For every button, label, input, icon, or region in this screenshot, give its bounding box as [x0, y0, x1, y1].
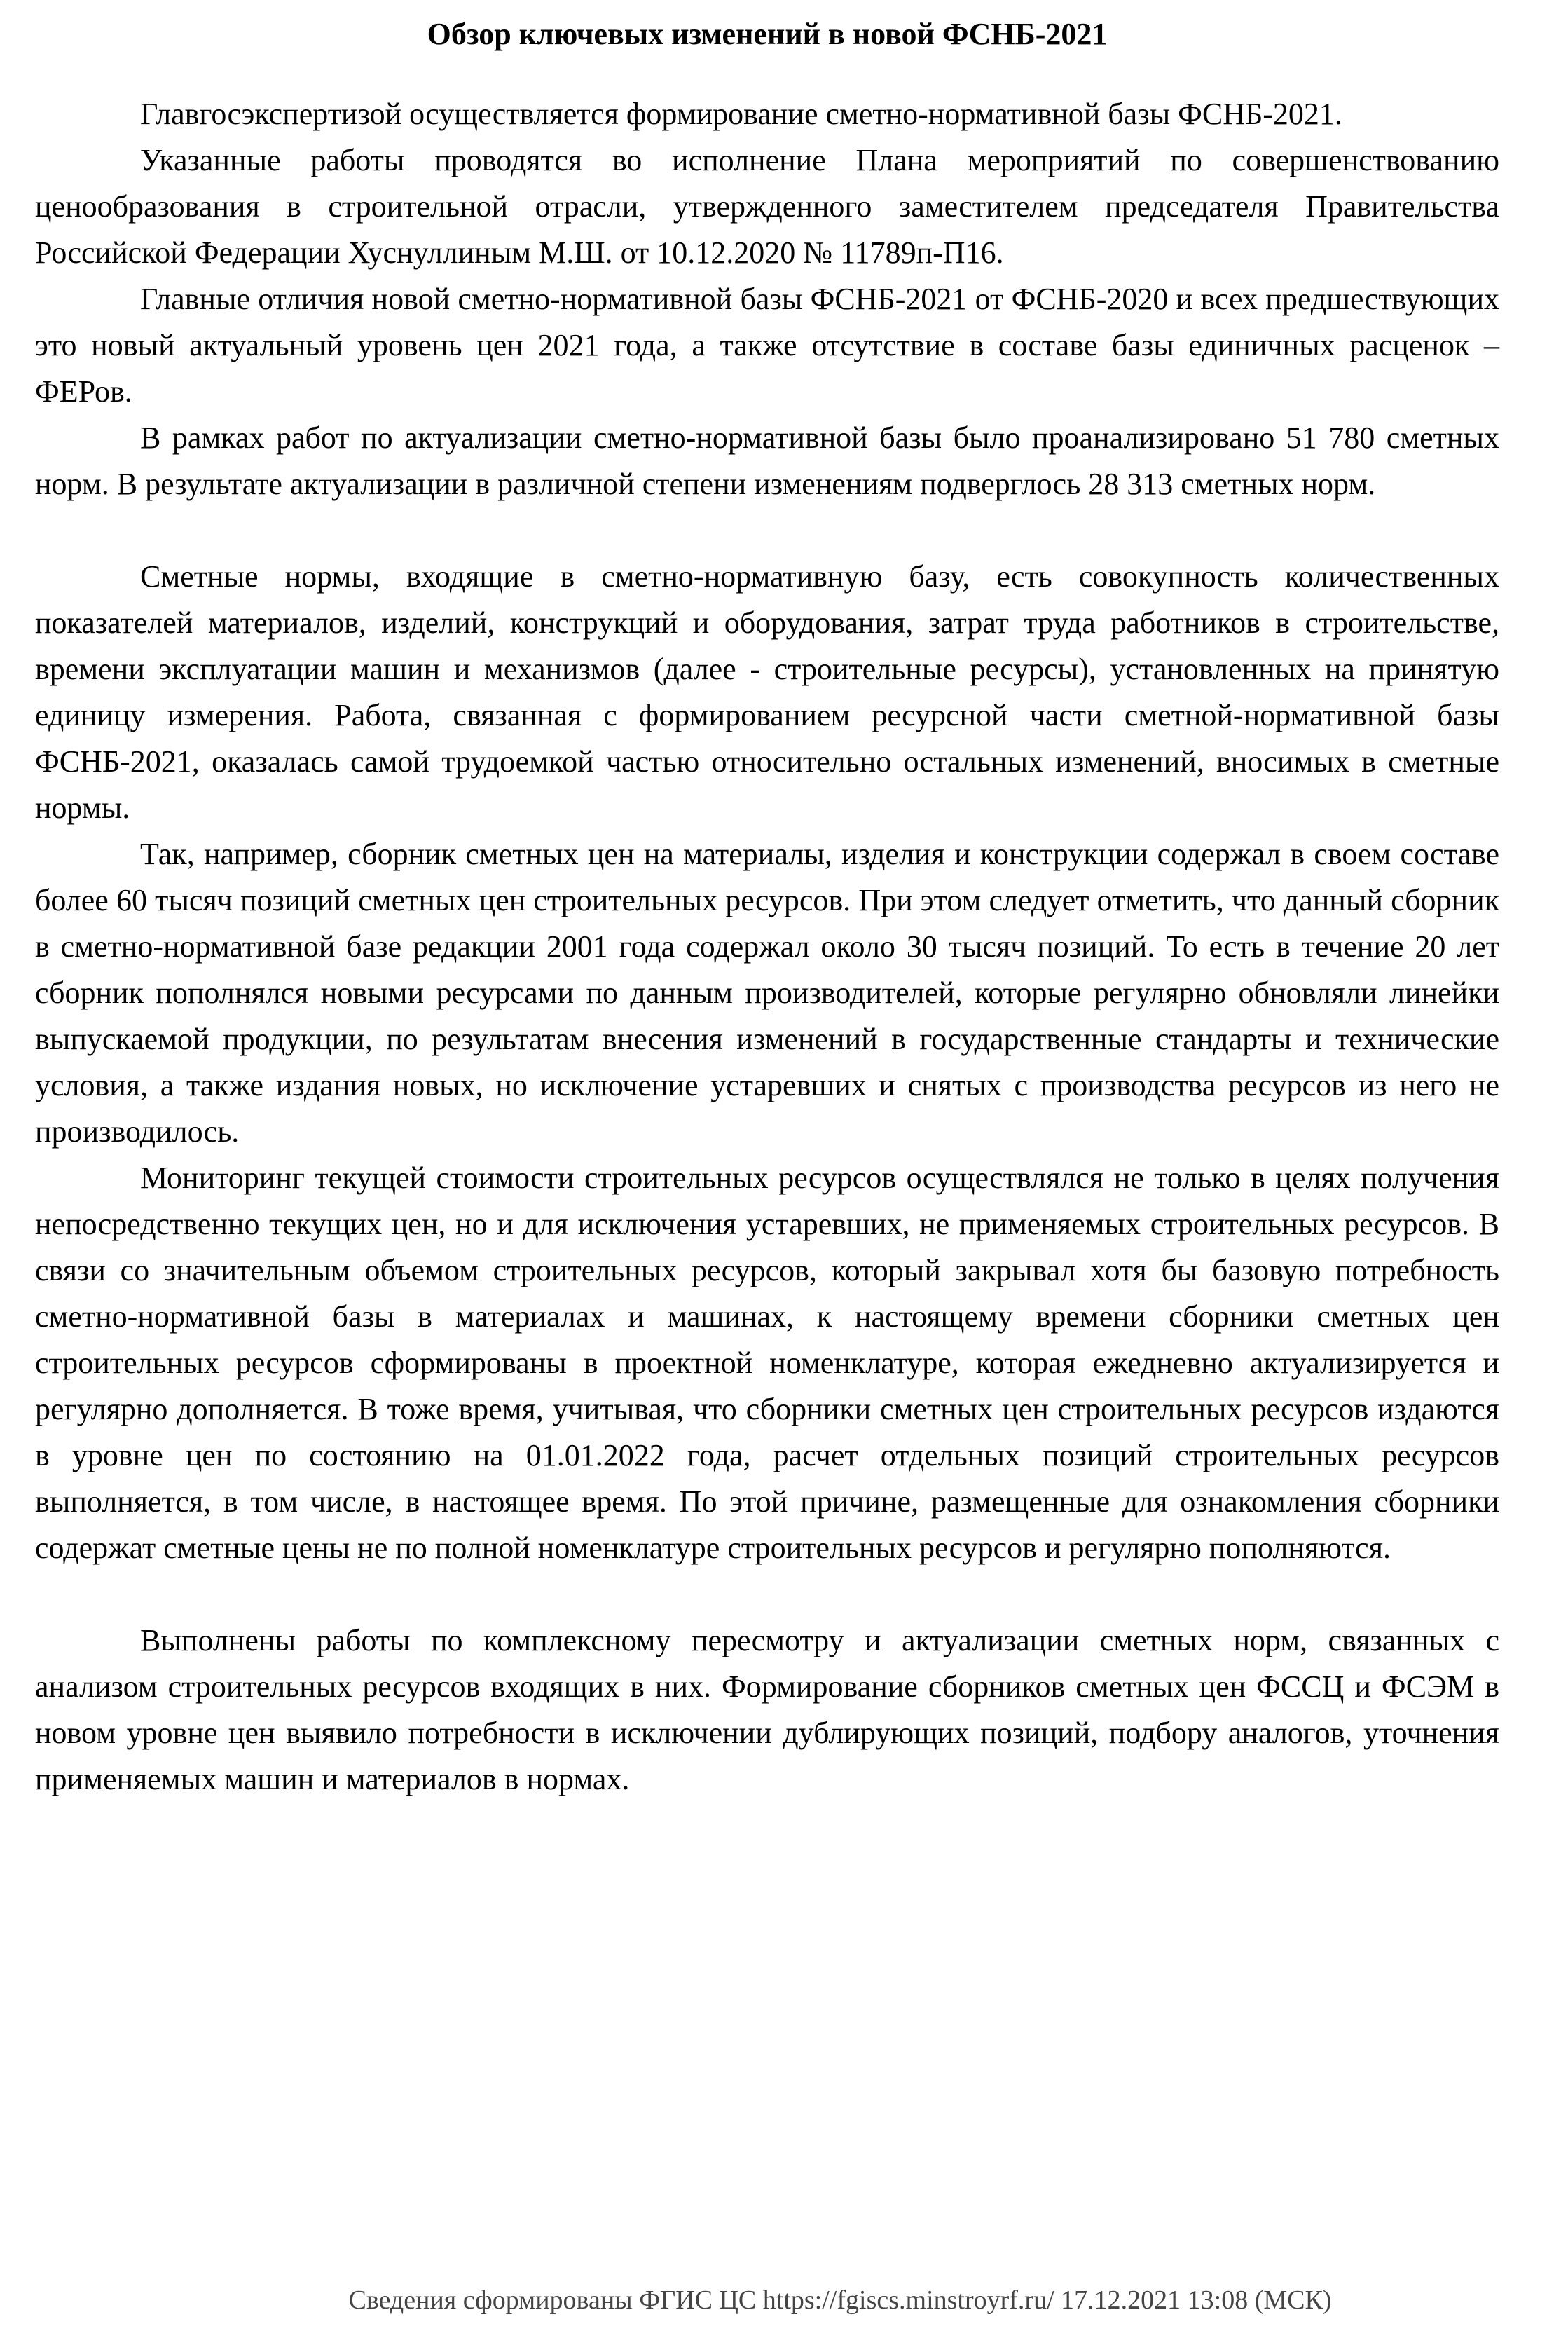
paragraph-revision: Выполнены работы по комплексному пересмотру и актуализации сметных норм, связанных с анализом строительных ресурсов входящих в них. Формирование сборников сметных цен ФССЦ и ФСЭМ в новом уровне цен выявило потребности в исключении дублирующих позиций, подбору аналогов, уточнения применяемых машин и материалов в нормах. [35, 1623, 1499, 1796]
paragraph-collection-example: Так, например, сборник сметных цен на материалы, изделия и конструкции содержал в своем составе более 60 тысяч позиций сметных цен строительных ресурсов. При этом следует отметить, что данный сборник в сметно-нормативной базе редакции 2001 года содержал около 30 тысяч позиций. То есть в течение 20 лет сборник пополнялся новыми ресурсами по данным производителей, которые регулярно обновляли линейки выпускаемой продукции, по результатам внесения изменений в государственные стандарты и технические условия, а также издания новых, но исключение устаревших и снятых с производства ресурсов из него не производилось. [35, 837, 1499, 1149]
document-title: Обзор ключевых изменений в новой ФСНБ-2021 [427, 17, 1108, 51]
document-page [35, 14, 1499, 1803]
paragraph-plan: Указанные работы проводятся во исполнение Плана мероприятий по совершенствованию ценообразования в строительной отрасли, утвержденного заместителем председателя Правительства Российской Федерации Хуснуллиным М.Ш. от 10.12.2020 № 11789п-П16. [35, 143, 1499, 270]
paragraph-norms-definition: Сметные нормы, входящие в сметно-нормативную базу, есть совокупность количественных показателей материалов, изделий, конструкций и оборудования, затрат труда работников в строительстве, времени эксплуатации машин и механизмов (далее - строительные ресурсы), установленных на принятую единицу измерения. Работа, связанная с формированием ресурсной части сметной-нормативной базы ФСНБ-2021, оказалась самой трудоемкой частью относительно остальных изменений, вносимых в сметные нормы. [35, 559, 1499, 825]
paragraph-intro: Главгосэкспертизой осуществляется формирование сметно-нормативной базы ФСНБ-2021. [140, 97, 1342, 131]
paragraph-monitoring: Мониторинг текущей стоимости строительных ресурсов осуществлялся не только в целях получения непосредственно текущих цен, но и для исключения устаревших, не применяемых строительных ресурсов. В связи со значительным объемом строительных ресурсов, который закрывал хотя бы базовую потребность сметно-нормативной базы в материалах и машинах, к настоящему времени сборники сметных цен строительных ресурсов сформированы в проектной номенклатуре, которая ежедневно актуализируется и регулярно дополняется. В тоже время, учитывая, что сборники сметных цен строительных ресурсов издаются в уровне цен по состоянию на 01.01.2022 года, расчет отдельных позиций строительных ресурсов выполняется, в том числе, в настоящее время. По этой причине, размещенные для ознакомления сборники содержат сметные цены не по полной номенклатуре строительных ресурсов и регулярно пополняются. [35, 1161, 1499, 1565]
page-footer: Сведения сформированы ФГИС ЦС https://fgiscs.minstroyrf.ru/ 17.12.2021 13:08 (МСК) [348, 2285, 1332, 2315]
paragraph-norms-count: В рамках работ по актуализации сметно-нормативной базы было проанализировано 51 780 сметных норм. В результате актуализации в различной степени изменениям подверглось 28 313 сметных норм. [35, 421, 1499, 501]
paragraph-differences: Главные отличия новой сметно-нормативной базы ФСНБ-2021 от ФСНБ-2020 и всех предшествующих это новый актуальный уровень цен 2021 года, а также отсутствие в составе базы единичных расценок – ФЕРов. [35, 282, 1499, 409]
